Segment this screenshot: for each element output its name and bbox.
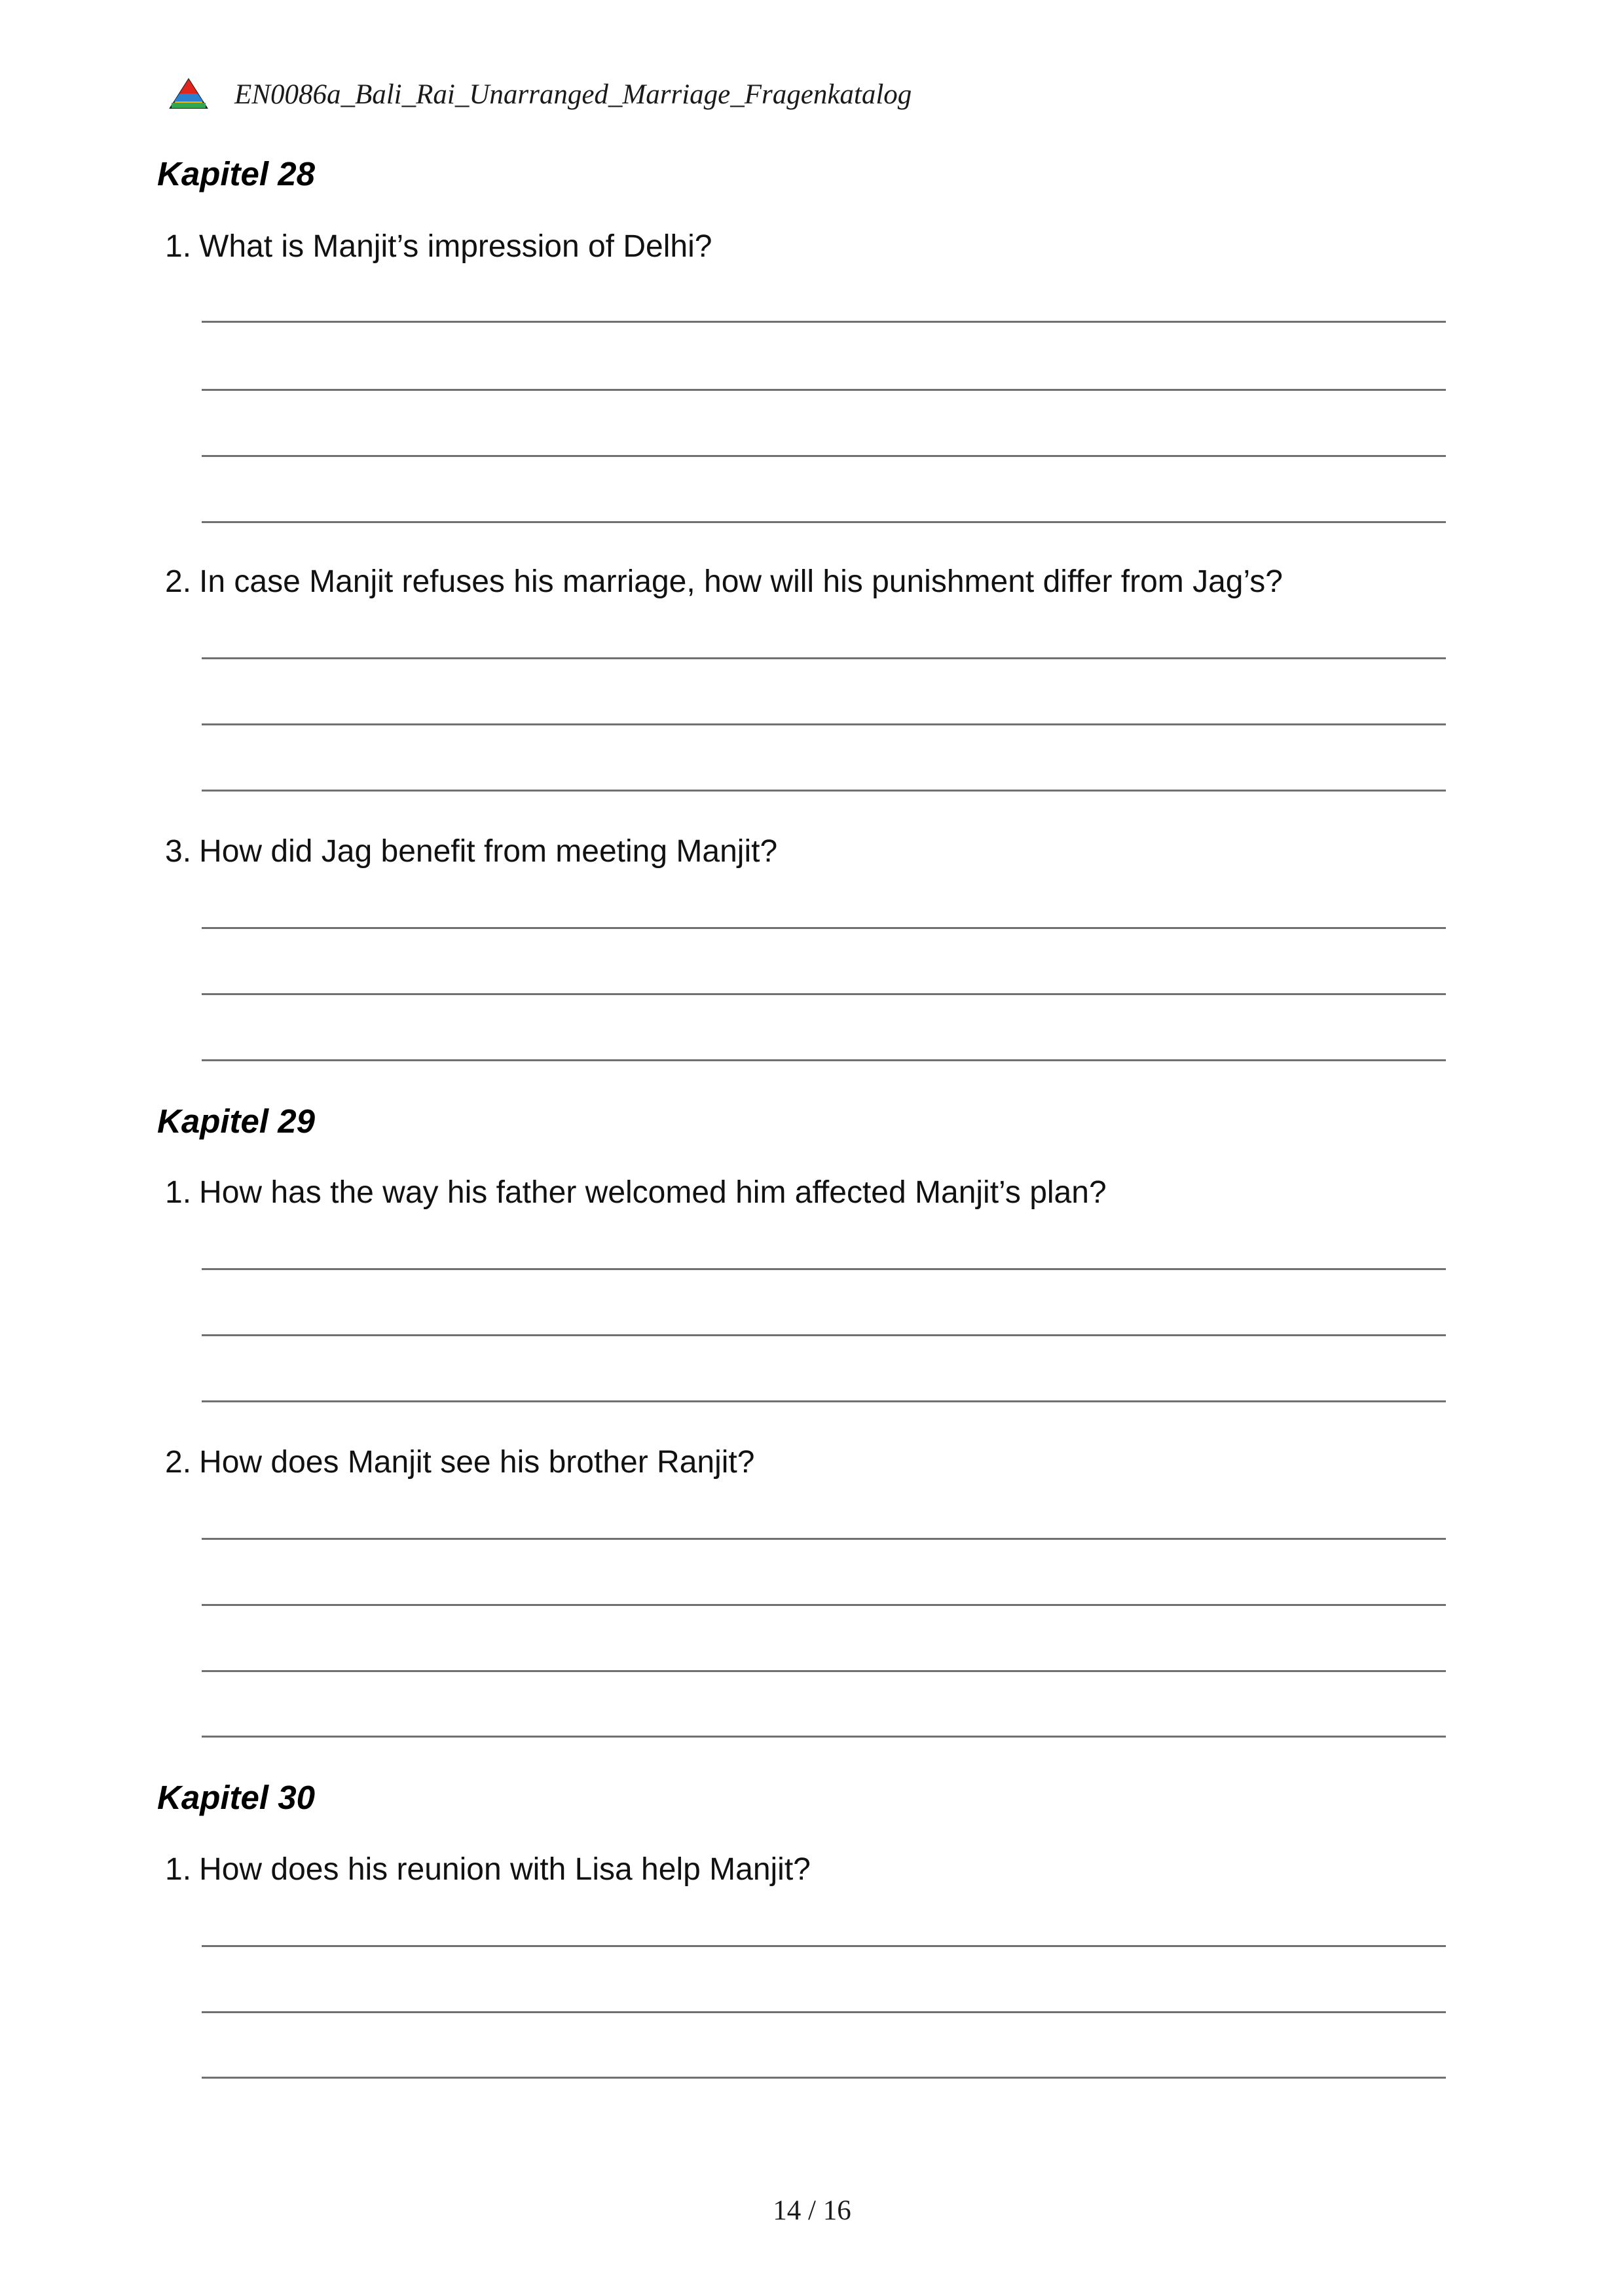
answer-line[interactable] [202,1268,1446,1270]
answer-line[interactable] [202,1334,1446,1336]
answer-line[interactable] [202,1945,1446,1947]
question-text: What is Manjit’s impression of Delhi? [199,229,712,264]
chapter-heading-29: Kapitel 29 [157,1102,315,1140]
question-text: How does his reunion with Lisa help Manjit? [199,1852,811,1887]
answer-line[interactable] [202,2077,1446,2079]
answer-line[interactable] [202,790,1446,792]
answer-line[interactable] [202,657,1446,659]
answer-line[interactable] [202,455,1446,457]
answer-line[interactable] [202,1538,1446,1540]
answer-line[interactable] [202,993,1446,995]
answer-line[interactable] [202,1400,1446,1402]
chapter-heading-30: Kapitel 30 [157,1779,315,1816]
question-number: 2. [165,564,192,599]
question-28-1 [165,227,712,266]
answer-line[interactable] [202,2011,1446,2013]
answer-line[interactable] [202,723,1446,725]
answer-line[interactable] [202,521,1446,523]
page-number: 14 / 16 [773,2195,851,2226]
question-number: 1. [165,229,192,264]
answer-line[interactable] [202,1059,1446,1061]
answer-line[interactable] [202,927,1446,929]
question-30-1 [165,1850,811,1889]
question-29-1 [165,1173,1107,1212]
question-29-2 [165,1443,754,1482]
question-text: How did Jag benefit from meeting Manjit? [199,834,778,869]
question-28-3 [165,832,777,871]
page-header [169,73,912,115]
question-28-2 [165,562,1283,602]
answer-line[interactable] [202,1670,1446,1672]
document-title: EN0086a_Bali_Rai_Unarranged_Marriage_Fragenkatalog [234,79,912,110]
publisher-logo-icon [169,78,208,111]
question-text: How does Manjit see his brother Ranjit? [199,1445,755,1480]
answer-line[interactable] [202,1604,1446,1606]
answer-line[interactable] [202,389,1446,391]
question-number: 2. [165,1445,192,1480]
answer-line[interactable] [202,321,1446,323]
question-text: How has the way his father welcomed him affected Manjit’s plan? [199,1175,1107,1210]
question-number: 3. [165,834,192,869]
question-number: 1. [165,1852,192,1887]
question-text: In case Manjit refuses his marriage, how will his punishment differ from Jag’s? [199,564,1283,599]
answer-line[interactable] [202,1736,1446,1738]
question-number: 1. [165,1175,192,1210]
chapter-heading-28: Kapitel 28 [157,155,315,192]
